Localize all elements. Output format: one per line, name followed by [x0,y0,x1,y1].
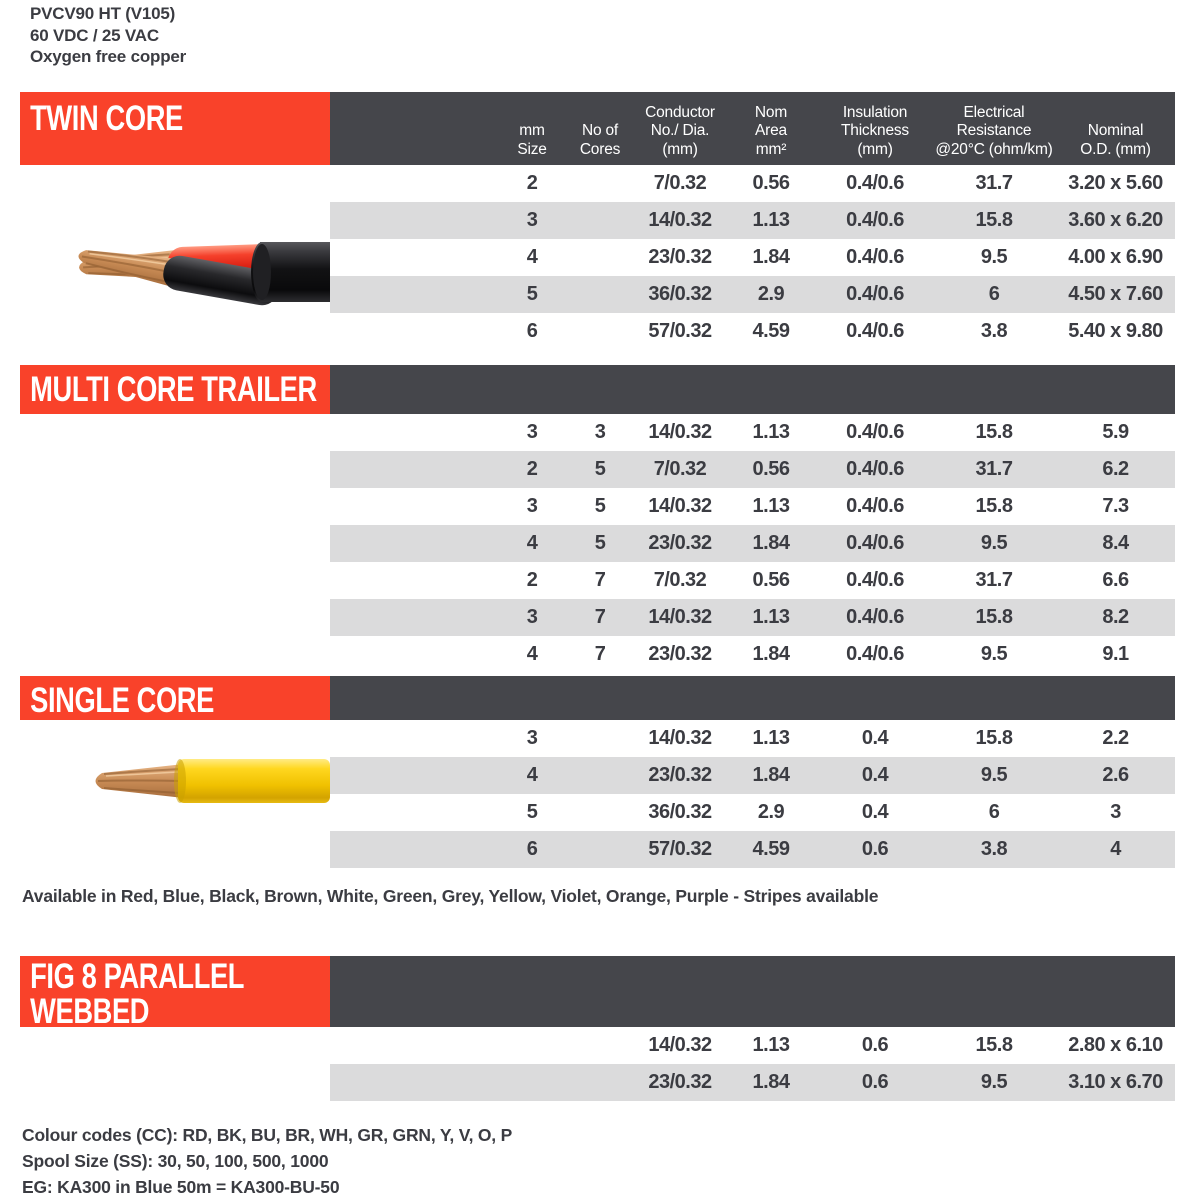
table-cell: 0.4/0.6 [846,421,904,443]
table-cell: 7 [594,606,606,628]
table-cell: 2.6 [1102,764,1129,786]
fig8-parallel-webbed-title [20,959,262,1029]
table-cell: 0.56 [752,569,790,591]
text-line: MULTI CORE TRAILER [30,370,317,409]
text-line: TWIN CORE [30,99,183,138]
table-cell: 23/0.32 [648,764,712,786]
single-core-band [330,676,1175,720]
table-row [330,720,1175,757]
table-row [330,636,1175,673]
table-cell: 3.10 x 6.70 [1068,1071,1163,1093]
table-cell: 5 [526,283,538,305]
table-cell: 14/0.32 [648,209,712,231]
table-row [330,1027,1175,1064]
table-row [330,562,1175,599]
table-cell: 3.20 x 5.60 [1068,172,1163,194]
table-cell: 0.4 [861,727,889,749]
table-cell: 15.8 [975,421,1013,443]
table-cell: 1.13 [752,606,790,628]
table-cell: 3.60 x 6.20 [1068,209,1163,231]
column-header: Electrical Resistance @20°C (ohm/km) [935,103,1053,158]
column-header: No of Cores [579,122,621,158]
table-cell: 0.4/0.6 [846,172,904,194]
multi-core-trailer-title [20,370,317,409]
table-cell: 0.4 [861,764,889,786]
table-cell: 7 [594,569,606,591]
table-cell: 9.1 [1102,643,1129,665]
table-cell: 1.13 [752,1034,790,1056]
table-cell: 3 [526,606,538,628]
twin-core-title [20,101,262,136]
table-row [330,831,1175,868]
table-cell: 0.4/0.6 [846,532,904,554]
table-cell: 0.4/0.6 [846,283,904,305]
column-header: Nominal O.D. (mm) [1080,122,1151,158]
table-cell: 6 [988,283,1000,305]
column-header: Conductor No./ Dia. (mm) [645,103,715,158]
table-cell: 0.6 [861,838,889,860]
table-cell: 23/0.32 [648,1071,712,1093]
table-cell: 23/0.32 [648,532,712,554]
table-cell: 6 [988,801,1000,823]
table-cell: 0.4/0.6 [846,569,904,591]
single-core-title [20,683,262,718]
text-line: Colour codes (CC): RD, BK, BU, BR, WH, GR, GRN, Y, V, O, P [22,1125,513,1145]
twin-core-label [20,92,330,165]
table-cell: 15.8 [975,1034,1013,1056]
table-row [330,313,1175,350]
table-cell: 14/0.32 [648,1034,712,1056]
table-cell: 7/0.32 [653,458,707,480]
table-cell: 9.5 [980,643,1008,665]
table-cell: 0.56 [752,172,790,194]
table-cell: 15.8 [975,727,1013,749]
table-row [330,202,1175,239]
table-cell: 14/0.32 [648,421,712,443]
table-cell: 15.8 [975,495,1013,517]
table-cell: 57/0.32 [648,320,712,342]
table-cell: 15.8 [975,209,1013,231]
table-cell: 8.4 [1102,532,1129,554]
table-cell: 1.84 [752,246,790,268]
table-cell: 14/0.32 [648,606,712,628]
table-column-headers [330,92,1175,165]
table-cell: 6 [526,838,538,860]
table-cell: 15.8 [975,606,1013,628]
text-line: Oxygen free copper [30,47,187,66]
table-cell: 3 [526,727,538,749]
column-header: Insulation Thickness (mm) [841,103,909,158]
twin-core-section-header [20,92,1175,165]
table-cell: 0.56 [752,458,790,480]
table-cell: 0.4/0.6 [846,606,904,628]
table-cell: 4 [526,246,538,268]
text-line: FIG 8 PARALLEL [30,957,245,996]
table-row [330,757,1175,794]
fig8-parallel-webbed-label [20,956,330,1031]
table-cell: 0.4 [861,801,889,823]
column-header: mm Size [517,122,547,158]
table-cell: 36/0.32 [648,801,712,823]
table-cell: 1.84 [752,532,790,554]
table-cell: 3 [594,421,606,443]
table-cell: 4.59 [752,838,790,860]
single-core-section-header [20,676,1175,720]
table-cell: 7/0.32 [653,569,707,591]
table-cell: 4 [526,764,538,786]
text-line: 60 VDC / 25 VAC [30,25,159,45]
table-cell: 3.8 [980,320,1008,342]
table-row [330,794,1175,831]
single-core-cable-photo [62,752,330,810]
table-cell: 5 [594,495,606,517]
table-row [330,488,1175,525]
table-cell: 4.59 [752,320,790,342]
table-cell: 4 [526,643,538,665]
table-cell: 6.2 [1102,458,1129,480]
table-cell: 5.9 [1102,421,1129,443]
text-line: WEBBED [30,992,150,1031]
table-cell: 3 [526,209,538,231]
table-cell: 5 [526,801,538,823]
table-cell: 3.8 [980,838,1008,860]
table-cell: 5 [594,458,606,480]
table-cell: 5 [594,532,606,554]
table-cell: 31.7 [975,569,1013,591]
text-line: EG: KA300 in Blue 50m = KA300-BU-50 [22,1177,340,1197]
table-cell: 31.7 [975,458,1013,480]
table-cell: 0.6 [861,1034,889,1056]
table-cell: 2.2 [1102,727,1129,749]
multi-core-trailer-band [330,365,1175,414]
fig8-parallel-webbed-table [330,1027,1175,1101]
table-cell: 1.13 [752,495,790,517]
fig8-parallel-webbed-section-header [20,956,1175,1031]
text-line: Spool Size (SS): 30, 50, 100, 500, 1000 [22,1151,329,1171]
table-cell: 1.84 [752,764,790,786]
table-cell: 4.50 x 7.60 [1068,283,1163,305]
table-cell: 14/0.32 [648,727,712,749]
table-cell: 6.6 [1102,569,1129,591]
table-cell: 9.5 [980,532,1008,554]
table-cell: 0.4/0.6 [846,209,904,231]
table-cell: 2.80 x 6.10 [1068,1034,1163,1056]
table-cell: 1.84 [752,1071,790,1093]
table-cell: 4 [1110,838,1121,860]
table-cell: 2.9 [757,283,785,305]
multi-core-trailer-label [20,365,330,414]
table-cell: 6 [526,320,538,342]
table-cell: 36/0.32 [648,283,712,305]
table-cell: 23/0.32 [648,643,712,665]
table-row [330,599,1175,636]
twin-core-cable-photo [20,230,330,325]
text-line: PVCV90 HT (V105) [30,4,176,23]
table-cell: 23/0.32 [648,246,712,268]
table-row [330,276,1175,313]
table-row [330,525,1175,562]
table-cell: 2 [526,172,538,194]
table-cell: 4.00 x 6.90 [1068,246,1163,268]
table-cell: 3 [526,421,538,443]
multi-core-trailer-section-header [20,365,1175,414]
table-cell: 9.5 [980,764,1008,786]
table-row [330,165,1175,202]
twin-core-table [330,165,1175,350]
table-row [330,451,1175,488]
table-cell: 3 [1110,801,1121,823]
table-cell: 0.6 [861,1071,889,1093]
table-cell: 0.4/0.6 [846,320,904,342]
table-cell: 2 [526,458,538,480]
table-cell: 0.4/0.6 [846,246,904,268]
table-row [330,1064,1175,1101]
text-line: SINGLE CORE [30,681,214,720]
fig8-parallel-webbed-band [330,956,1175,1027]
product-specs [30,3,186,68]
table-cell: 9.5 [980,1071,1008,1093]
single-core-label [20,676,330,720]
table-cell: 0.4/0.6 [846,495,904,517]
table-cell: 1.13 [752,421,790,443]
table-cell: 31.7 [975,172,1013,194]
table-cell: 8.2 [1102,606,1129,628]
table-cell: 4 [526,532,538,554]
table-row [330,239,1175,276]
table-cell: 9.5 [980,246,1008,268]
table-cell: 1.13 [752,727,790,749]
table-cell: 7 [594,643,606,665]
table-cell: 7/0.32 [653,172,707,194]
table-cell: 1.13 [752,209,790,231]
table-cell: 7.3 [1102,495,1129,517]
table-cell: 0.4/0.6 [846,643,904,665]
single-core-table [330,720,1175,868]
table-cell: 3 [526,495,538,517]
table-cell: 2 [526,569,538,591]
table-cell: 57/0.32 [648,838,712,860]
column-header: Nom Area mm² [754,103,788,158]
table-cell: 1.84 [752,643,790,665]
table-cell: 14/0.32 [648,495,712,517]
table-row [330,414,1175,451]
table-cell: 2.9 [757,801,785,823]
ordering-codes [22,1122,512,1200]
table-cell: 0.4/0.6 [846,458,904,480]
multi-core-trailer-table [330,414,1175,673]
table-cell: 5.40 x 9.80 [1068,320,1163,342]
availability-note: Available in Red, Blue, Black, Brown, White, Green, Grey, Yellow, Violet, Orange, Purple - Stripes available [22,886,879,906]
